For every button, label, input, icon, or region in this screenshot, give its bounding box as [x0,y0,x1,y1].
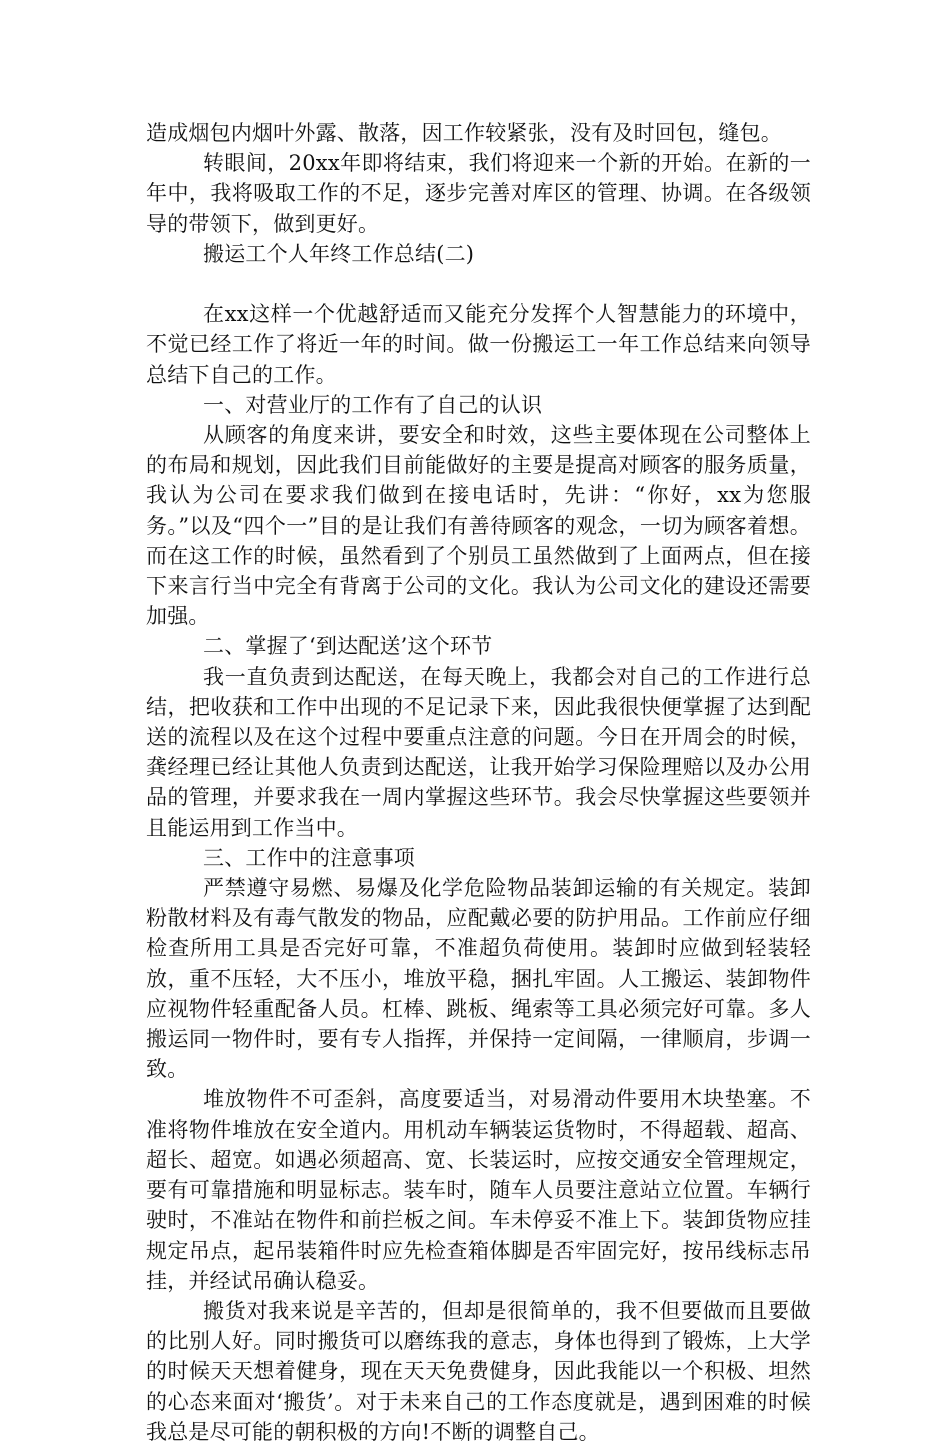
paragraph-intro: 在xx这样一个优越舒适而又能充分发挥个人智慧能力的环境中，不觉已经工作了将近一年的时间。做一份搬运工一年工作总结来向领导总结下自己的工作。 [146,302,811,387]
blank-line [146,269,811,299]
heading-three: 三、工作中的注意事项 [203,845,415,870]
paragraph-year-end: 转眼间，20xx年即将结束，我们将迎来一个新的开始。在新的一年中，我将吸取工作的不足，逐步完善对库区的管理、协调。在各级领导的带领下，做到更好。 [146,151,811,236]
document-body [146,118,811,1447]
paragraph-safety-rules: 严禁遵守易燃、易爆及化学危险物品装卸运输的有关规定。装卸粉散材料及有毒气散发的物品，应配戴必要的防护用品。工作前应仔细检查所用工具是否完好可靠，不准超负荷使用。装卸时应做到轻装轻放，重不压轻，大不压小，堆放平稳，捆扎牢固。人工搬运、装卸物件应视物件轻重配备人员。杠棒、跳板、绳索等工具必须完好可靠。多人搬运同一物件时，要有专人指挥，并保持一定间隔，一律顺肩，步调一致。 [146,876,811,1082]
section-title: 搬运工个人年终工作总结(二) [203,241,475,266]
heading-two: 二、掌握了‘到达配送’这个环节 [203,634,493,659]
paragraph-stacking-rules: 堆放物件不可歪斜，高度要适当，对易滑动件要用木块垫塞。不准将物件堆放在安全道内。用机动车辆装运货物时，不得超载、超高、超长、超宽。如遇必须超高、宽、长装运时，应按交通安全管理规定，要有可靠措施和明显标志。装车时，随车人员要注意站立位置。车辆行驶时，不准站在物件和前拦板之间。车未停妥不准上下。装卸货物应挂规定吊点，起吊装箱件时应先检查箱体脚是否牢固完好，按吊线标志吊挂，并经试吊确认稳妥。 [146,1087,811,1293]
paragraph-conclusion: 搬货对我来说是辛苦的，但却是很简单的，我不但要做而且要做的比别人好。同时搬货可以磨练我的意志，身体也得到了锻炼，上大学的时候天天想着健身，现在天天免费健身，因此我能以一个积极、坦然的心态来面对‘搬货’。对于未来自己的工作态度就是，遇到困难的时候我总是尽可能的朝积极的方向!不断的调整自己。 [146,1298,811,1444]
paragraph-delivery: 我一直负责到达配送，在每天晚上，我都会对自己的工作进行总结，把收获和工作中出现的不足记录下来，因此我很快便掌握了达到配送的流程以及在这个过程中要重点注意的问题。今日在开周会的时候，龚经理已经让其他人负责到达配送，让我开始学习保险理赔以及办公用品的管理，并要求我在一周内掌握这些环节。我会尽快掌握这些要领并且能运用到工作当中。 [146,664,811,840]
heading-one: 一、对营业厅的工作有了自己的认识 [203,392,543,417]
paragraph-customer: 从顾客的角度来讲，要安全和时效，这些主要体现在公司整体上的布局和规划，因此我们目前能做好的主要是提高对顾客的服务质量，我认为公司在要求我们做到在接电话时，先讲：“你好，xx为您服务。”以及“四个一”目的是让我们有善待顾客的观念，一切为顾客着想。而在这工作的时候，虽然看到了个别员工虽然做到了上面两点，但在接下来言行当中完全有背离于公司的文化。我认为公司文化的建设还需要加强。 [146,423,811,629]
paragraph-continued: 造成烟包内烟叶外露、散落，因工作较紧张，没有及时回包，缝包。 [146,121,782,145]
